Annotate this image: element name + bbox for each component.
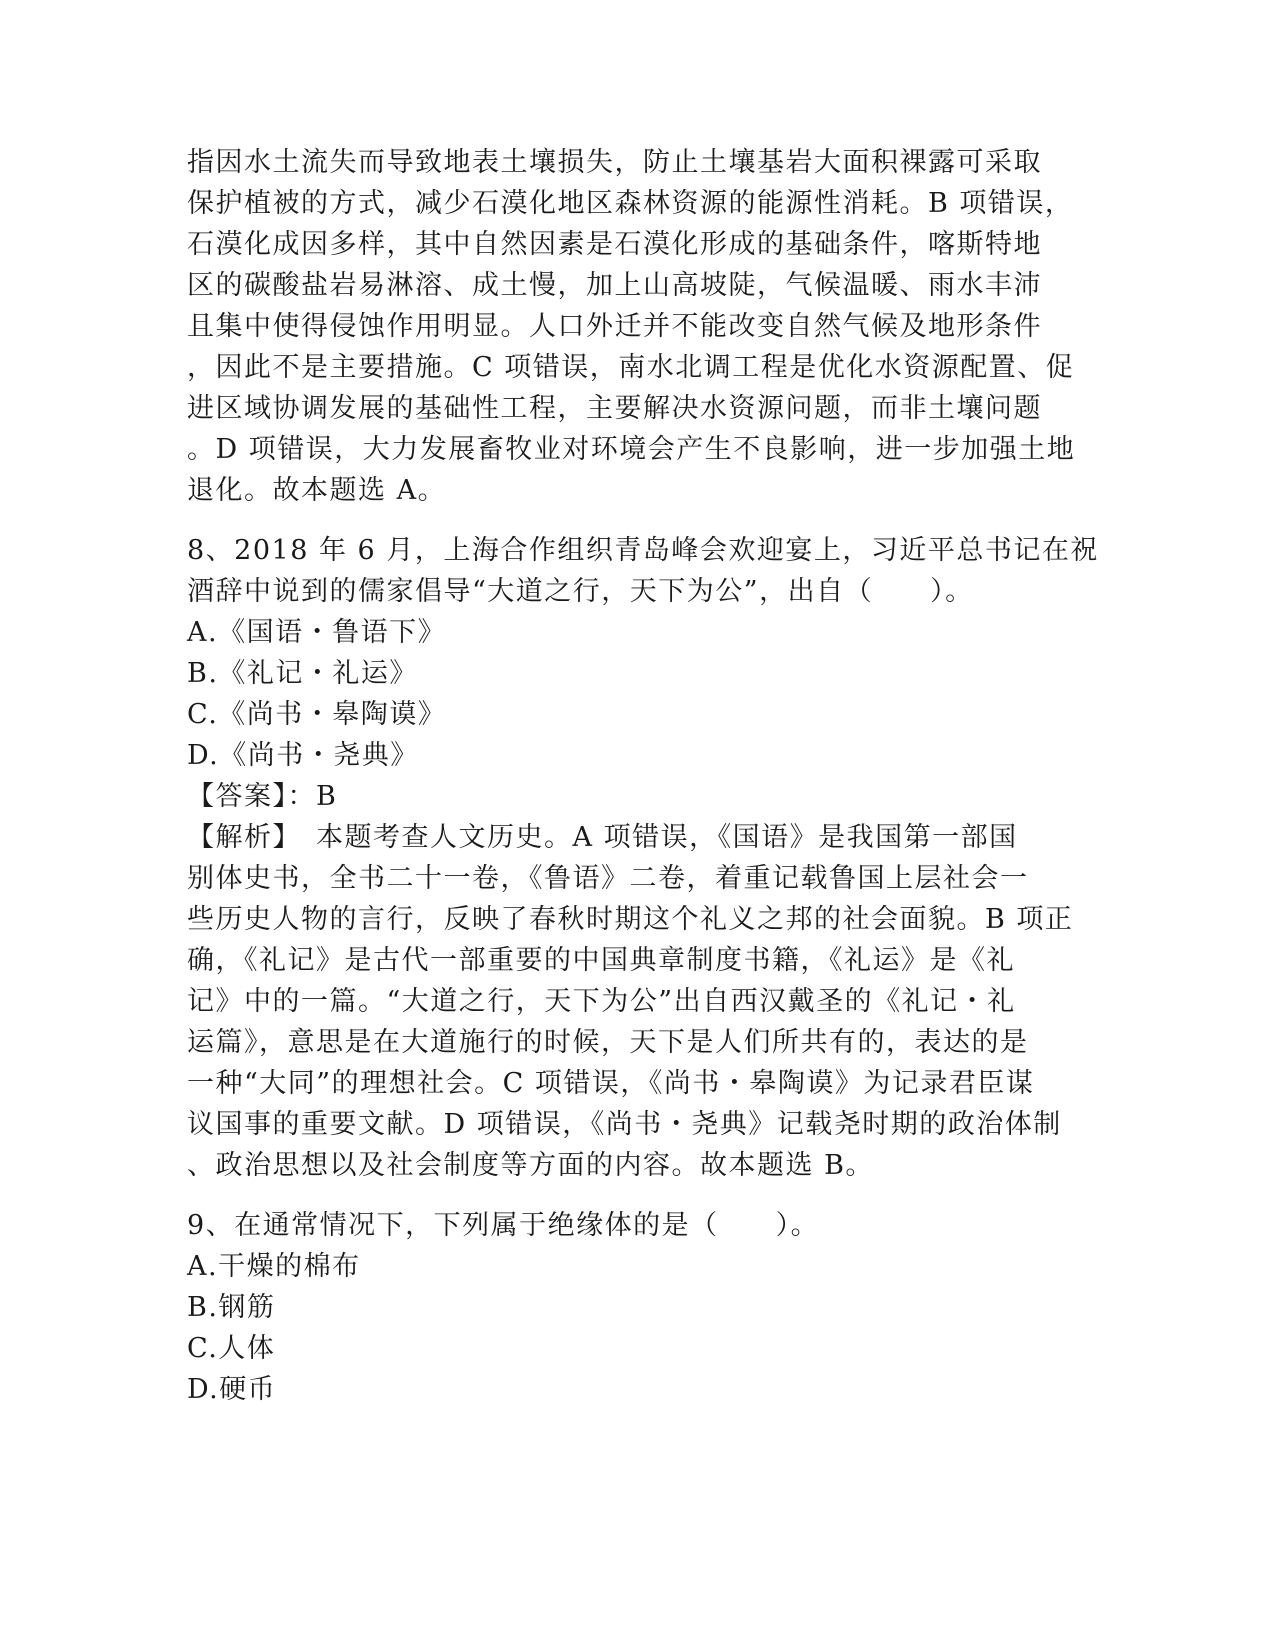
- text-line: 进区域协调发展的基础性工程，主要解决水资源问题，而非土壤问题: [187, 393, 1042, 424]
- question-stem: 9、在通常情况下，下列属于绝缘体的是（ ）。: [187, 1210, 820, 1241]
- explanation-line: 议国事的重要文献。D 项错误，《尚书・尧典》记载尧时期的政治体制: [187, 1109, 1062, 1140]
- text-line: 区的碳酸盐岩易淋溶、成土慢，加上山高坡陡，气候温暖、雨水丰沛: [187, 270, 1042, 301]
- option-b: B.《礼记・礼运》: [187, 658, 418, 689]
- option-d: D.硬币: [187, 1374, 277, 1405]
- explanation-line: 【解析】 本题考查人文历史。A 项错误，《国语》是我国第一部国: [187, 822, 1018, 853]
- text-line: 且集中使得侵蚀作用明显。人口外迁并不能改变自然气候及地形条件: [187, 311, 1042, 342]
- option-c: C.《尚书・皋陶谟》: [187, 699, 447, 730]
- option-c: C.人体: [187, 1333, 276, 1364]
- text-line: 指因水土流失而导致地表土壤损失，防止土壤基岩大面积裸露可采取: [187, 147, 1042, 178]
- explanation-line: 确，《礼记》是古代一部重要的中国典章制度书籍，《礼运》是《礼: [187, 945, 1015, 976]
- question-stem: 8、2018 年 6 月，上海合作组织青岛峰会欢迎宴上，习近平总书记在祝: [187, 535, 1099, 566]
- explanation-line: 运篇》，意思是在大道施行的时候，天下是人们所共有的，表达的是: [187, 1027, 1029, 1058]
- option-b: B.钢筋: [187, 1292, 276, 1323]
- text-line: ，因此不是主要措施。C 项错误，南水北调工程是优化水资源配置、促: [187, 352, 1075, 383]
- text-line: 保护植被的方式，减少石漠化地区森林资源的能源性消耗。B 项错误，: [187, 188, 1074, 219]
- option-a: A.干燥的棉布: [187, 1251, 361, 1282]
- explanation-line: 别体史书，全书二十一卷，《鲁语》二卷，着重记载鲁国上层社会一: [187, 863, 1029, 894]
- explanation-line: 些历史人物的言行，反映了春秋时期这个礼义之邦的社会面貌。B 项正: [187, 904, 1074, 935]
- answer-line: 【答案】：B: [187, 781, 338, 812]
- explanation-line: 记》中的一篇。“大道之行，天下为公”出自西汉戴圣的《礼记・礼: [187, 986, 1016, 1017]
- text-line: 。D 项错误，大力发展畜牧业对环境会产生不良影响，进一步加强土地: [187, 434, 1076, 465]
- option-d: D.《尚书・尧典》: [187, 740, 419, 771]
- explanation-line: 一种“大同”的理想社会。C 项错误，《尚书・皋陶谟》为记录君臣谋: [187, 1068, 1035, 1099]
- text-line: 退化。故本题选 A。: [187, 475, 447, 506]
- text-line: 石漠化成因多样，其中自然因素是石漠化形成的基础条件，喀斯特地: [187, 229, 1042, 260]
- option-a: A.《国语・鲁语下》: [187, 617, 447, 648]
- explanation-line: 、政治思想以及社会制度等方面的内容。故本题选 B。: [187, 1150, 874, 1181]
- question-stem: 酒辞中说到的儒家倡导“大道之行，天下为公”，出自（ ）。: [187, 576, 974, 607]
